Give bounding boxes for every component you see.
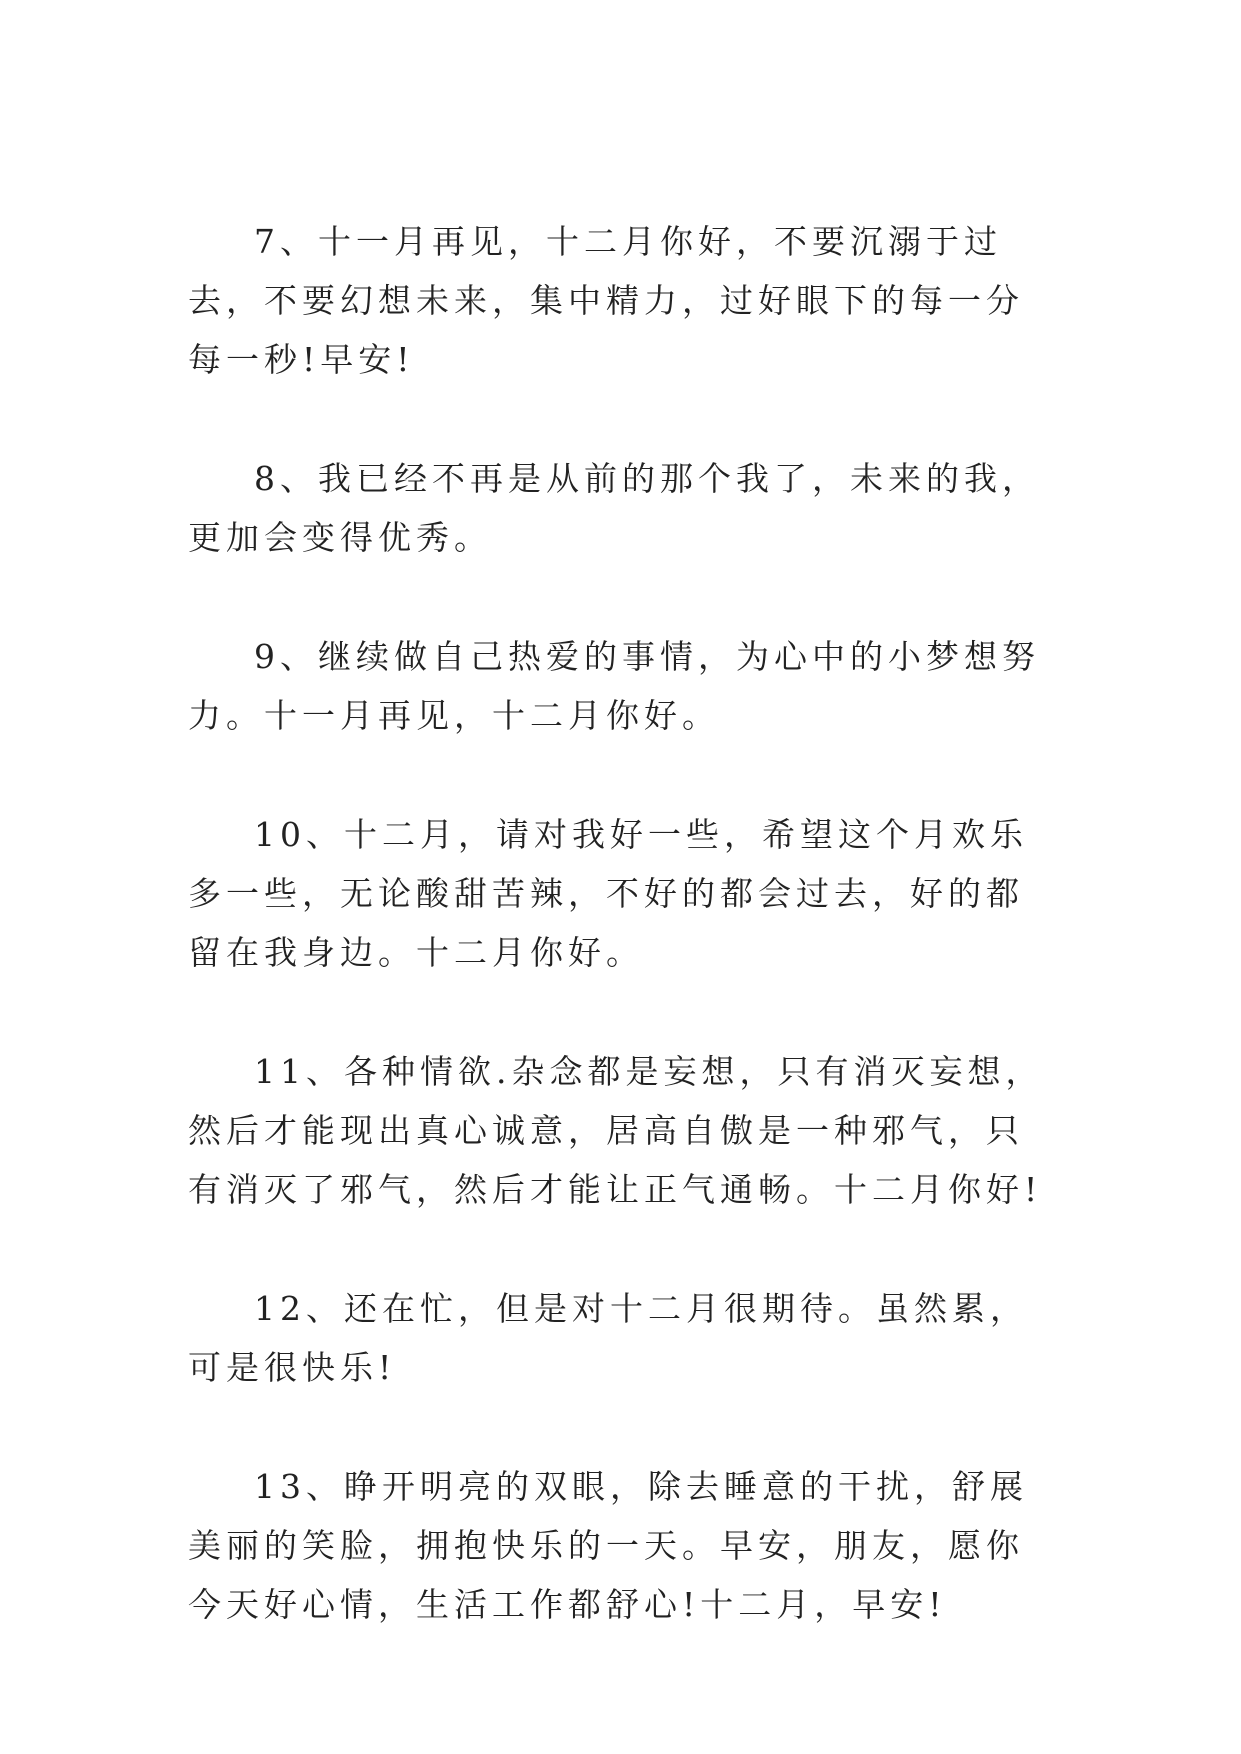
document-body [188,212,1053,1634]
paragraph-11: 11、各种情欲.杂念都是妄想，只有消灭妄想，然后才能现出真心诚意，居高自傲是一种邪气，只有消灭了邪气，然后才能让正气通畅。十二月你好! [188,1052,1044,1209]
paragraph-7: 7、十一月再见，十二月你好，不要沉溺于过去，不要幻想未来，集中精力，过好眼下的每一分每一秒!早安! [188,222,1024,379]
paragraph-9: 9、继续做自己热爱的事情，为心中的小梦想努力。十一月再见，十二月你好。 [188,637,1040,735]
paragraph-13: 13、睁开明亮的双眼，除去睡意的干扰，舒展美丽的笑脸，拥抱快乐的一天。早安，朋友，愿你今天好心情，生活工作都舒心!十二月，早安! [188,1467,1028,1624]
paragraph-12: 12、还在忙，但是对十二月很期待。虽然累，可是很快乐! [188,1289,1028,1387]
paragraph-8: 8、我已经不再是从前的那个我了，未来的我，更加会变得优秀。 [188,459,1040,557]
paragraph-10: 10、十二月，请对我好一些，希望这个月欢乐多一些，无论酸甜苦辣，不好的都会过去，好的都留在我身边。十二月你好。 [188,815,1028,972]
